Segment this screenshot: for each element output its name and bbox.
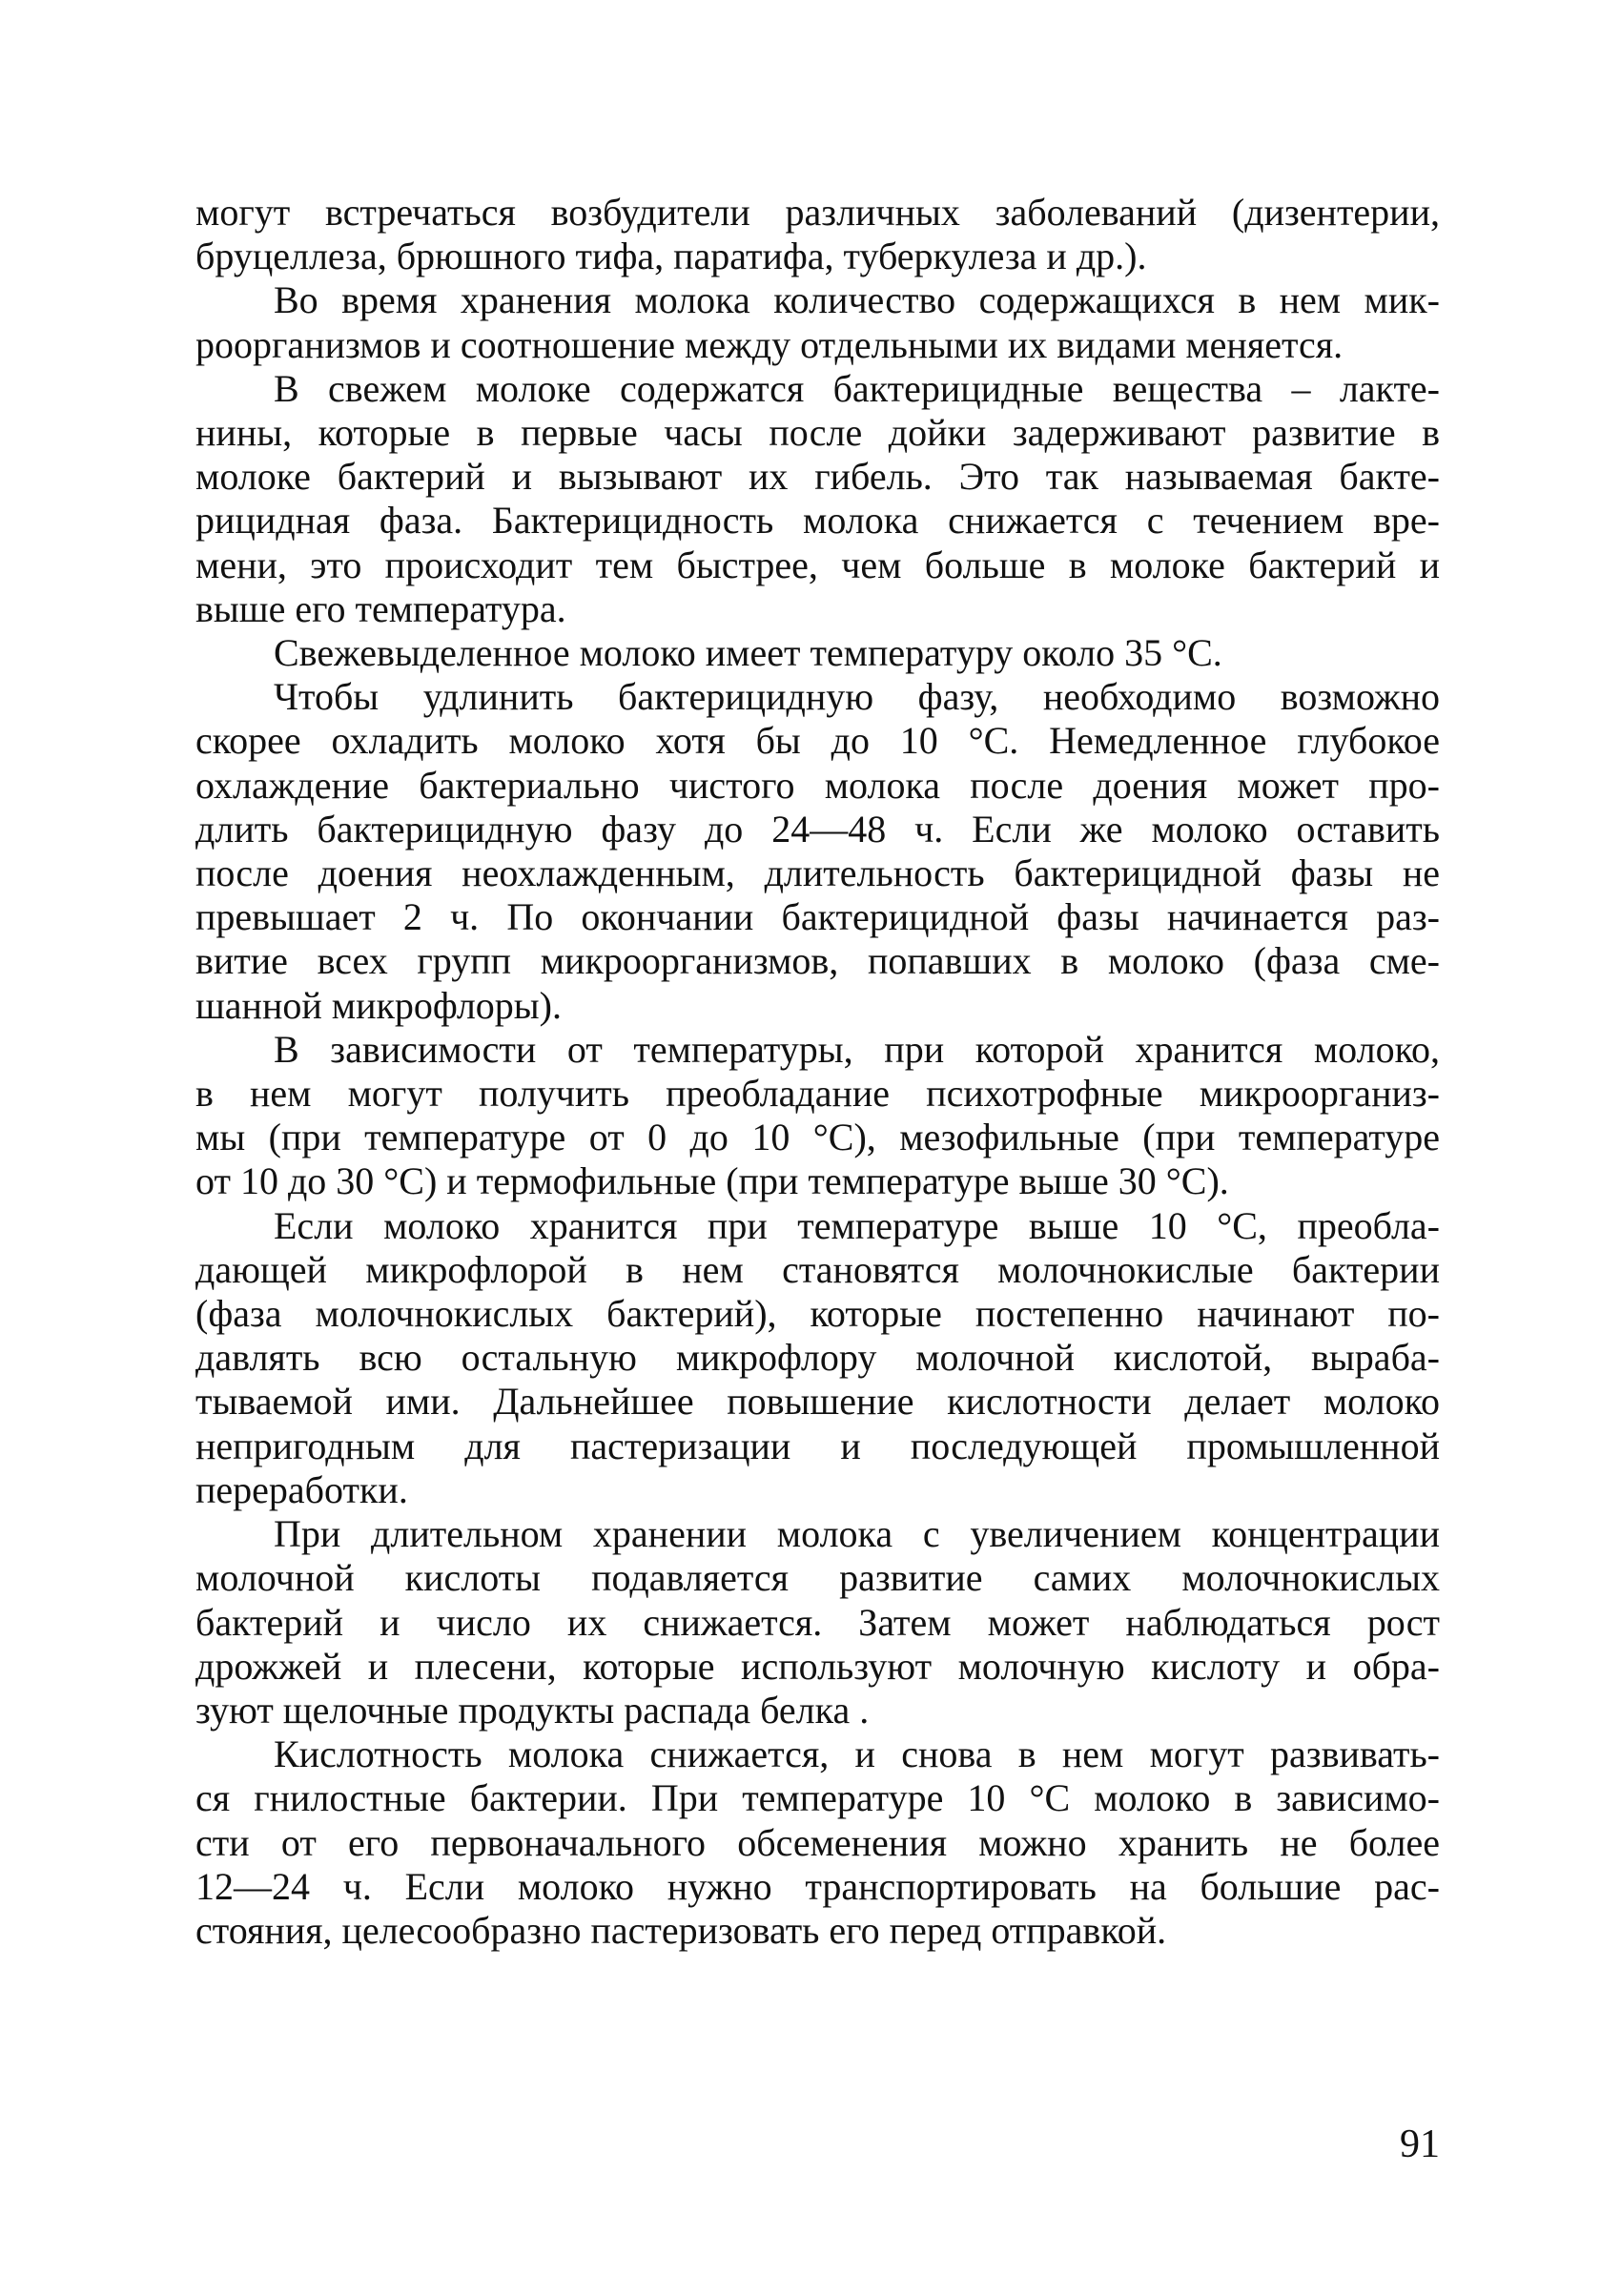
text-line: от 10 до 30 °С) и термофильные (при температуре выше 30 °С). xyxy=(195,1159,1229,1203)
body-text xyxy=(195,191,1440,1953)
text-line: могут встречаться возбудители различных заболеваний (дизентерии, xyxy=(195,191,1440,234)
text-line: Кислотность молока снижается, и снова в нем могут развивать- xyxy=(274,1732,1440,1776)
paragraph-9 xyxy=(195,1732,1440,1953)
page-number: 91 xyxy=(1400,2122,1440,2166)
paragraph-1 xyxy=(195,191,1440,278)
paragraph-3 xyxy=(195,367,1440,631)
text-line: тываемой ими. Дальнейшее повышение кислотности делает молоко xyxy=(195,1380,1440,1424)
text-line: Если молоко хранится при температуре выше 10 °С, преобла- xyxy=(274,1203,1440,1247)
paragraph-5 xyxy=(195,675,1440,1028)
paragraph-8 xyxy=(195,1512,1440,1732)
text-line: сти от его первоначального обсеменения можно хранить не более xyxy=(195,1820,1440,1864)
text-line: превышает 2 ч. По окончании бактерицидной фазы начинается раз- xyxy=(195,895,1440,939)
text-line: переработки. xyxy=(195,1467,408,1511)
text-line: В зависимости от температуры, при которой хранится молоко, xyxy=(274,1027,1440,1071)
text-line: ся гнилостные бактерии. При температуре 10 °С молоко в зависимо- xyxy=(195,1776,1440,1820)
text-line: витие всех групп микроорганизмов, попавших в молоко (фаза сме- xyxy=(195,939,1440,983)
text-line: стояния, целесообразно пастеризовать его перед отправкой. xyxy=(195,1908,1167,1952)
text-line: бруцеллеза, брюшного тифа, паратифа, туберкулеза и др.). xyxy=(195,235,1147,278)
text-line: При длительном хранении молока с увеличением концентрации xyxy=(274,1512,1440,1556)
paragraph-7 xyxy=(195,1204,1440,1512)
text-line: после доения неохлажденным, длительность бактерицидной фазы не xyxy=(195,851,1440,895)
text-line: мени, это происходит тем быстрее, чем больше в молоке бактерий и xyxy=(195,543,1440,586)
text-line: 12—24 ч. Если молоко нужно транспортировать на большие рас- xyxy=(195,1864,1440,1908)
text-line: в нем могут получить преобладание психотрофные микроорганиз- xyxy=(195,1072,1440,1116)
text-line: выше его температура. xyxy=(195,586,566,630)
paragraph-6 xyxy=(195,1028,1440,1204)
text-line: (фаза молочнокислых бактерий), которые постепенно начинают по- xyxy=(195,1292,1440,1336)
text-line: Во время хранения молока количество содержащихся в нем мик- xyxy=(274,278,1440,322)
text-line: длить бактерицидную фазу до 24—48 ч. Если же молоко оставить xyxy=(195,807,1440,851)
text-line: Чтобы удлинить бактерицидную фазу, необходимо возможно xyxy=(274,675,1440,719)
text-line: Свежевыделенное молоко имеет температуру около 35 °С. xyxy=(274,631,1222,675)
text-line: давлять всю остальную микрофлору молочной кислотой, выраба- xyxy=(195,1336,1440,1380)
text-line: охлаждение бактериально чистого молока после доения может про- xyxy=(195,763,1440,807)
text-line: молоке бактерий и вызывают их гибель. Это так называемая бакте- xyxy=(195,455,1440,499)
paragraph-2 xyxy=(195,278,1440,366)
text-line: В свежем молоке содержатся бактерицидные вещества – лакте- xyxy=(274,366,1440,410)
text-line: роорганизмов и соотношение между отдельными их видами меняется. xyxy=(195,322,1344,366)
text-line: зуют щелочные продукты распада белка . xyxy=(195,1688,870,1732)
text-line: бактерий и число их снижается. Затем может наблюдаться рост xyxy=(195,1600,1440,1644)
text-line: мы (при температуре от 0 до 10 °С), мезофильные (при температуре xyxy=(195,1116,1440,1159)
text-line: дрожжей и плесени, которые используют молочную кислоту и обра- xyxy=(195,1644,1440,1688)
text-line: нины, которые в первые часы после дойки задерживают развитие в xyxy=(195,411,1440,455)
text-line: непригодным для пастеризации и последующей промышленной xyxy=(195,1424,1440,1467)
text-line: дающей микрофлорой в нем становятся молочнокислые бактерии xyxy=(195,1247,1440,1291)
paragraph-4 xyxy=(195,631,1440,675)
text-line: рицидная фаза. Бактерицидность молока снижается с течением вре- xyxy=(195,499,1440,543)
text-line: молочной кислоты подавляется развитие самих молочнокислых xyxy=(195,1556,1440,1600)
text-line: шанной микрофлоры). xyxy=(195,983,563,1027)
text-line: скорее охладить молоко хотя бы до 10 °С. Немедленное глубокое xyxy=(195,719,1440,763)
